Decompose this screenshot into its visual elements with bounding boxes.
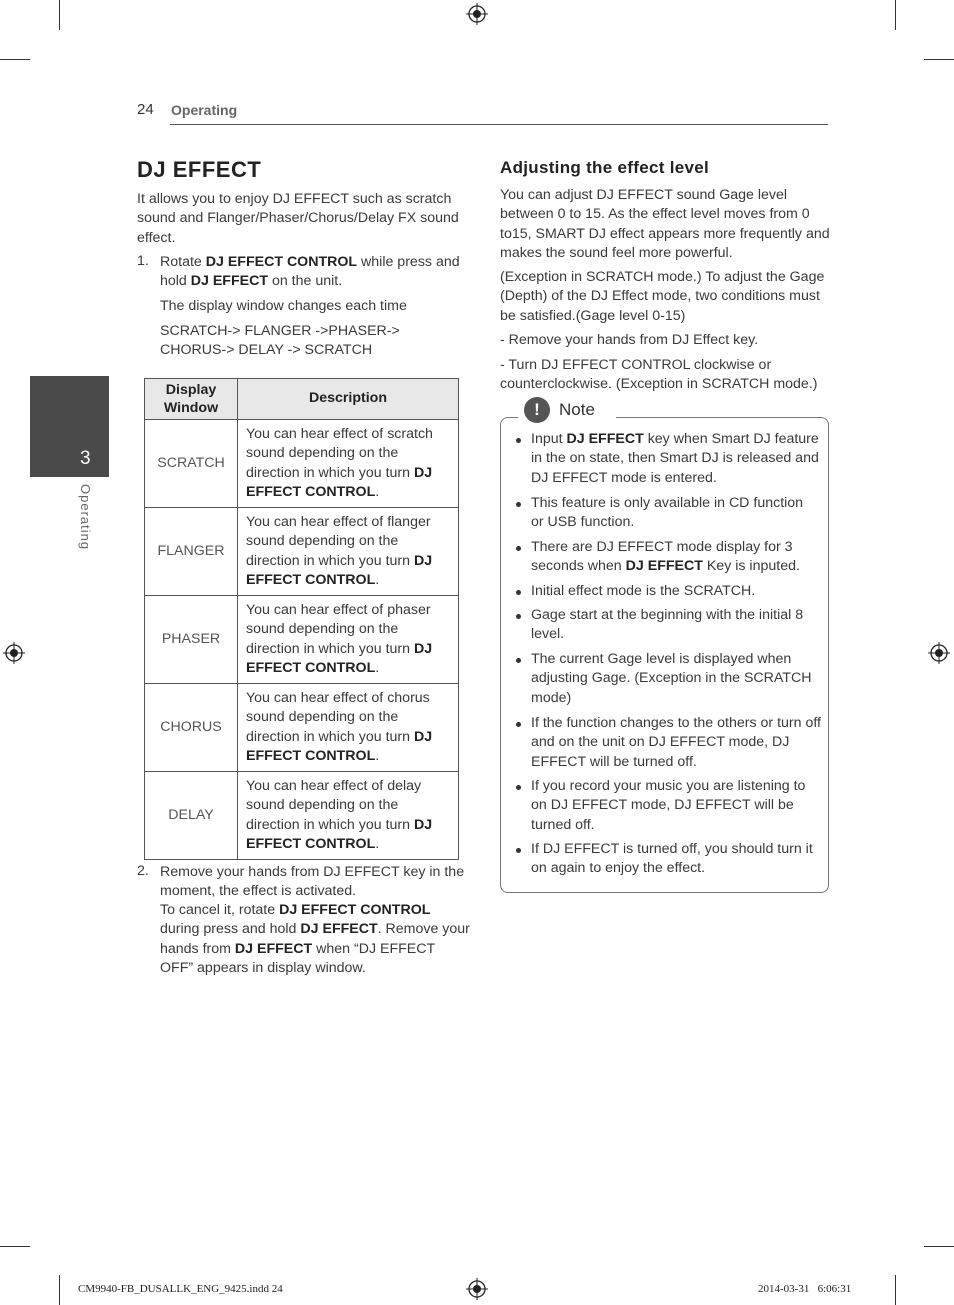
note-label: Note [559,400,595,419]
registration-mark-icon [3,642,25,664]
crop-mark [895,0,896,30]
footer-file-info: CM9940-FB_DUSALLK_ENG_9425.indd 24 [78,1283,283,1295]
step2-text: Remove your hands from DJ EFFECT key in the moment, the effect is activated. [160,864,465,900]
section-title: Operating [171,102,238,118]
registration-mark-icon [928,642,950,664]
table-row [145,772,459,860]
exception-paragraph: (Exception in SCRATCH mode.) To adjust the Gage (Depth) of the DJ Effect mode, two conditions must be satisfied.(Gage level 0-15) [500,269,825,324]
crop-mark [895,1275,896,1305]
header-rule [170,124,828,125]
crop-mark [924,59,954,60]
bullet-icon [516,438,521,443]
note-bullet: Gage start at the beginning with the initial 8 level. [531,607,804,643]
chapter-label: Operating [78,484,93,551]
crop-mark [59,0,60,30]
bullet-icon [516,658,521,663]
step1-sequence: SCRATCH-> FLANGER ->PHASER-> CHORUS-> DELAY -> SCRATCH [160,323,400,359]
effects-table [144,378,459,860]
note-bullet: This feature is only available in CD function or USB function. [531,495,804,531]
note-bullet: There are DJ EFFECT mode display for 3 seconds when DJ EFFECT Key is inputed. [531,539,800,575]
table-row [145,596,459,684]
chapter-tab [30,376,109,477]
bullet-icon [516,722,521,727]
section-subtitle: Adjusting the effect level [500,158,710,177]
condition-1: - Remove your hands from DJ Effect key. [500,332,759,348]
bullet-icon [516,546,521,551]
bullet-icon [516,614,521,619]
footer-timestamp: 2014-03-31 6:06:31 [758,1283,852,1295]
table-row [145,684,459,772]
effect-name: DELAY [145,772,238,860]
effect-description: You can hear effect of scratch sound depending on the direction in which you turn DJ EFFECT CONTROL. [238,420,459,508]
effect-name: SCRATCH [145,420,238,508]
registration-mark-icon [466,3,488,25]
note-bullet: If DJ EFFECT is turned off, you should turn it on again to enjoy the effect. [531,841,813,877]
crop-mark [0,1246,30,1247]
note-bullet: If the function changes to the others or turn off and on the unit on DJ EFFECT mode, DJ EFFECT will be turned off. [531,715,821,770]
bullet-icon [516,590,521,595]
effect-name: CHORUS [145,684,238,772]
note-bullet: Initial effect mode is the SCRATCH. [531,583,756,599]
table-header-row [145,379,459,420]
adjust-paragraph: You can adjust DJ EFFECT sound Gage level between 0 to 15. As the effect level moves from 0 to15, SMART DJ effect appears more frequently and makes the sound feel more powerful. [500,187,830,262]
column-header-display: Display Window [145,379,238,420]
crop-mark [0,59,30,60]
bullet-icon [516,785,521,790]
condition-2: - Turn DJ EFFECT CONTROL clockwise or counterclockwise. (Exception in SCRATCH mode.) [500,357,818,393]
step-number: 1. [137,253,149,269]
page-title: DJ EFFECT [137,157,262,182]
step-number: 2. [137,863,149,879]
bullet-icon [516,848,521,853]
bullet-icon [516,502,521,507]
effect-description: You can hear effect of chorus sound depending on the direction in which you turn DJ EFFECT CONTROL. [238,684,459,772]
registration-mark-icon [466,1278,488,1300]
exclamation-icon: ! [524,397,550,423]
effect-description: You can hear effect of delay sound depending on the direction in which you turn DJ EFFECT CONTROL. [238,772,459,860]
table-row [145,508,459,596]
effect-name: FLANGER [145,508,238,596]
column-header-description: Description [238,379,459,420]
note-bullet: The current Gage level is displayed when adjusting Gage. (Exception in the SCRATCH mode) [531,651,812,706]
step2-cancel-text: To cancel it, rotate DJ EFFECT CONTROL during press and hold DJ EFFECT. Remove your hands from DJ EFFECT when “DJ EFFECT OFF” appears in display window. [160,902,470,977]
chapter-number: 3 [80,448,91,469]
effect-description: You can hear effect of phaser sound depending on the direction in which you turn DJ EFFECT CONTROL. [238,596,459,684]
step1-display-note: The display window changes each time [160,298,407,314]
note-bullet: Input DJ EFFECT key when Smart DJ feature in the on state, then Smart DJ is released and DJ EFFECT mode is entered. [531,431,819,486]
effect-name: PHASER [145,596,238,684]
page-number: 24 [137,101,154,118]
intro-paragraph: It allows you to enjoy DJ EFFECT such as scratch sound and Flanger/Phaser/Chorus/Delay FX sound effect. [137,191,459,246]
step1-text: Rotate DJ EFFECT CONTROL while press and hold DJ EFFECT on the unit. [160,254,460,290]
table-row [145,420,459,508]
crop-mark [924,1246,954,1247]
crop-mark [59,1275,60,1305]
effect-description: You can hear effect of flanger sound depending on the direction in which you turn DJ EFFECT CONTROL. [238,508,459,596]
note-bullet: If you record your music you are listening to on DJ EFFECT mode, DJ EFFECT will be turned off. [531,778,806,833]
